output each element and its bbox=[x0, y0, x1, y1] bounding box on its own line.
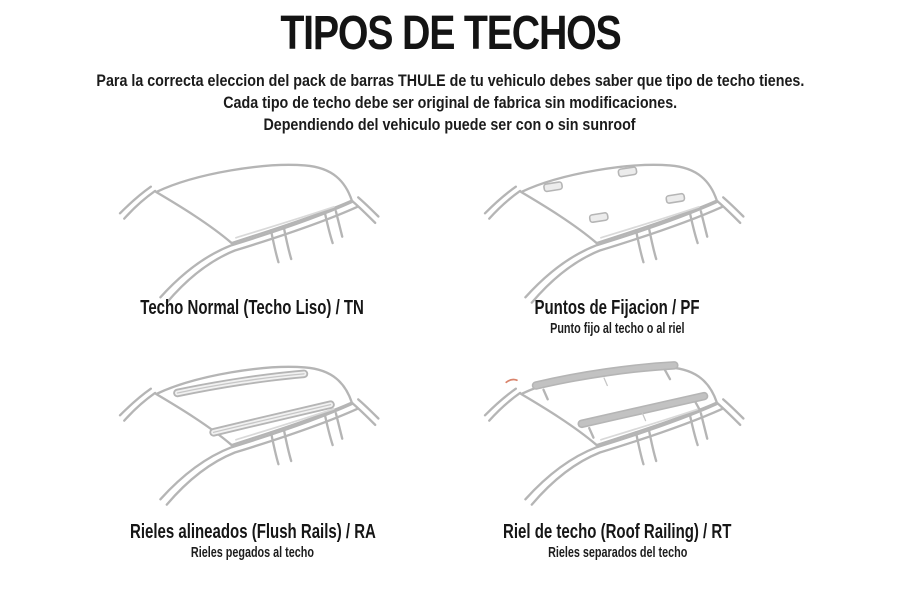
roof-type-label-rt: Riel de techo (Roof Railing) / RT bbox=[503, 521, 732, 543]
roof-type-sublabel-pf: Punto fijo al techo o al riel bbox=[550, 320, 685, 337]
page-title: TIPOS DE TECHOS bbox=[279, 7, 621, 60]
intro-line-1: Para la correcta eleccion del pack de barras THULE de tu vehiculo debes saber que tipo de techo tienes. bbox=[96, 71, 804, 90]
roof-type-label-pf: Puntos de Fijacion / PF bbox=[534, 297, 701, 319]
roof-railing-sketch-icon bbox=[476, 360, 796, 511]
roof-type-card-flush-rails bbox=[60, 360, 445, 563]
normal-roof-sketch-icon bbox=[111, 158, 431, 309]
intro-line-3: Dependiendo del vehiculo puede ser con o sin sunroof bbox=[263, 115, 637, 134]
red-smudge-artifact bbox=[506, 379, 517, 382]
intro-text bbox=[0, 70, 900, 136]
intro-line-2: Cada tipo de techo debe ser original de fabrica sin modificaciones. bbox=[223, 93, 677, 112]
fixpoint-roof-sketch-icon bbox=[476, 158, 796, 309]
roof-type-card-fixpoints bbox=[425, 158, 810, 339]
flush-rails-roof-sketch-icon bbox=[111, 360, 431, 511]
roof-type-label-ra: Rieles alineados (Flush Rails) / RA bbox=[129, 521, 376, 543]
roof-type-card-roof-railing bbox=[425, 360, 810, 563]
roof-type-sublabel-ra: Rieles pegados al techo bbox=[190, 544, 315, 561]
roof-type-sublabel-rt: Rieles separados del techo bbox=[547, 544, 688, 561]
roof-type-label-tn: Techo Normal (Techo Liso) / TN bbox=[140, 297, 365, 319]
roof-type-card-normal bbox=[60, 158, 445, 319]
